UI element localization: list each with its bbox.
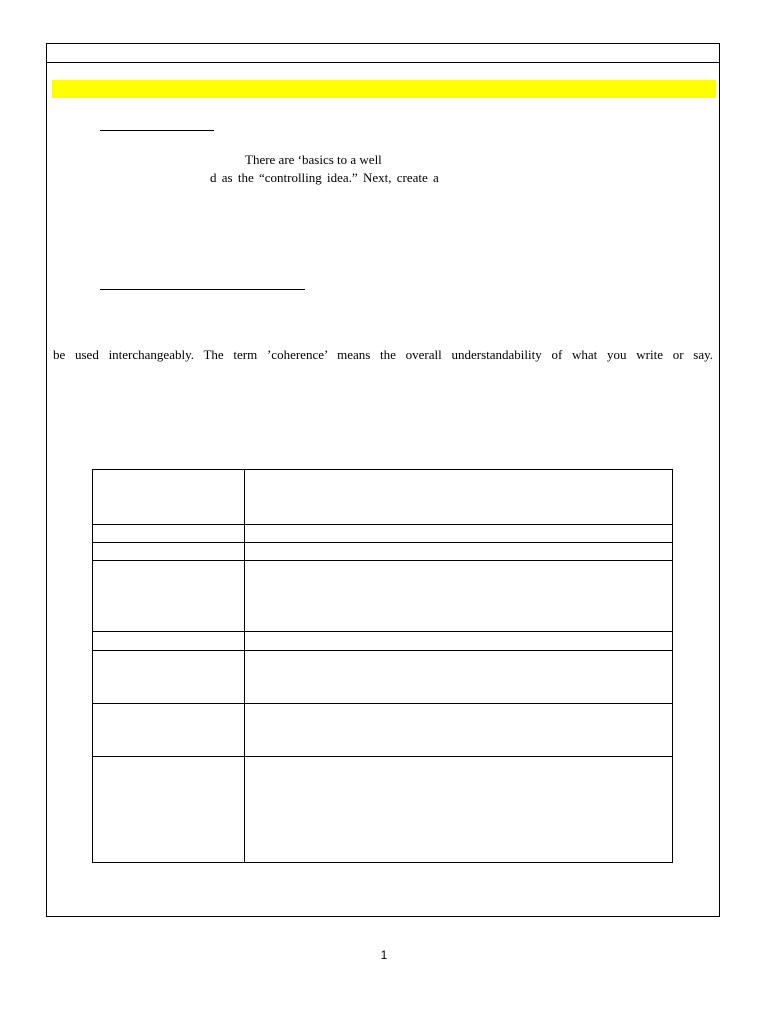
- table-row: [93, 651, 673, 704]
- highlight-bar: [52, 80, 716, 98]
- table-row: [93, 704, 673, 757]
- page-number: 1: [380, 948, 388, 962]
- table-cell: [245, 651, 673, 704]
- heading-underline-1: [100, 130, 214, 131]
- table-row: [93, 561, 673, 632]
- table-cell: [245, 704, 673, 757]
- content-table: [92, 469, 673, 863]
- table-cell: [93, 651, 245, 704]
- table-cell: [93, 561, 245, 632]
- table-cell: [245, 561, 673, 632]
- body-line-3: be used interchangeably. The term ’coherence’ means the overall understandability of what you write or say.: [53, 347, 713, 362]
- header-rule: [46, 62, 720, 63]
- table-cell: [245, 525, 673, 543]
- table-cell: [93, 525, 245, 543]
- table-cell: [93, 704, 245, 757]
- table-cell: [93, 470, 245, 525]
- table-cell: [93, 757, 245, 863]
- table-row: [93, 632, 673, 651]
- table-row: [93, 525, 673, 543]
- heading-underline-2: [100, 289, 305, 290]
- table-cell: [245, 470, 673, 525]
- table-cell: [245, 757, 673, 863]
- table-cell: [93, 543, 245, 561]
- table-cell: [245, 632, 673, 651]
- body-line-2: d as the “controlling idea.” Next, create a: [210, 170, 439, 185]
- table-cell: [245, 543, 673, 561]
- table-row: [93, 470, 673, 525]
- table-row: [93, 543, 673, 561]
- table-row: [93, 757, 673, 863]
- table-cell: [93, 632, 245, 651]
- body-line-1: There are ‘basics to a well: [245, 152, 382, 167]
